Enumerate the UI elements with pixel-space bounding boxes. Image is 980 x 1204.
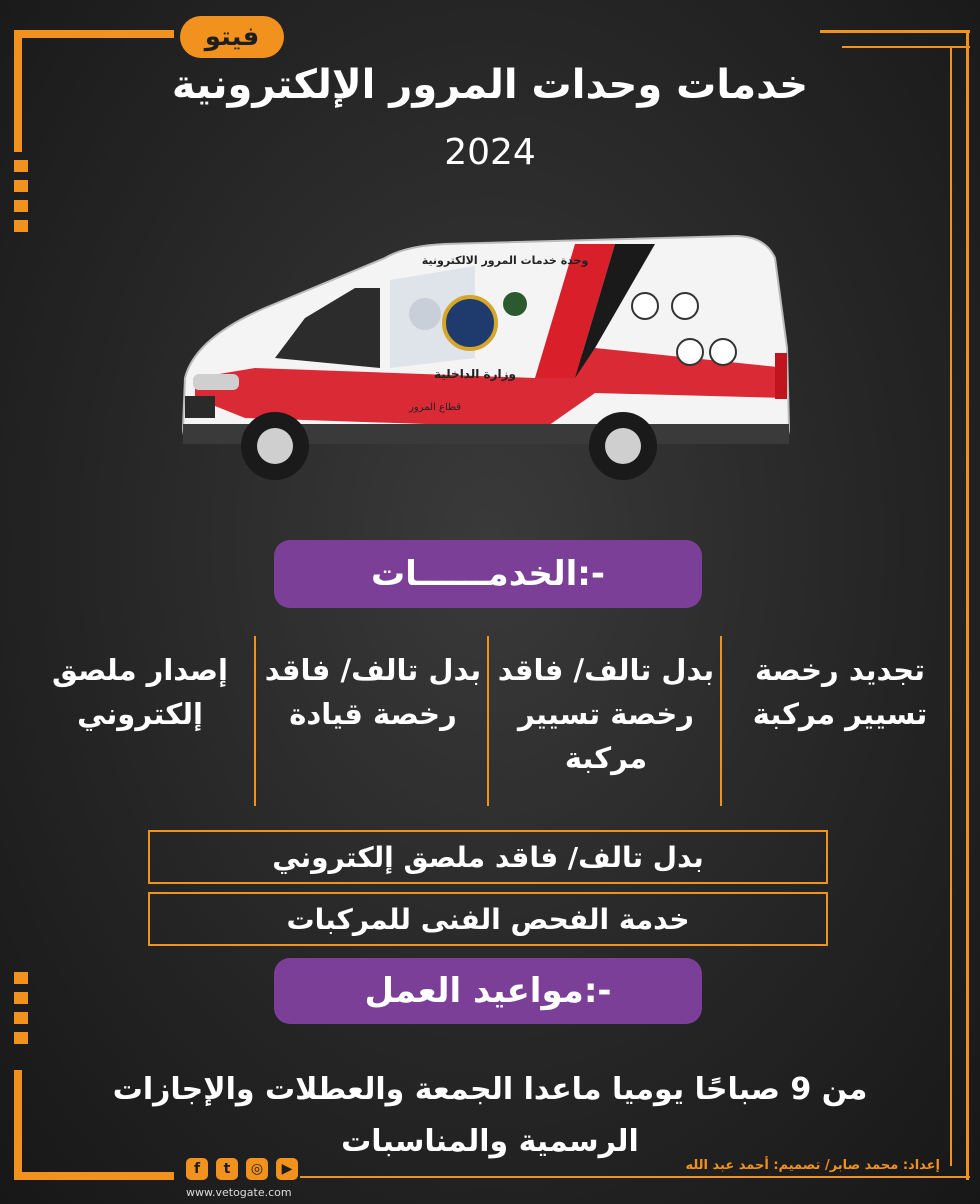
van-label-sector: قطاع المرور xyxy=(409,402,461,413)
frame-dash xyxy=(14,220,28,232)
instagram-icon[interactable]: ◎ xyxy=(246,1158,268,1180)
site-url[interactable]: www.vetogate.com xyxy=(186,1186,292,1199)
hours-text: من 9 صباحًا يوميا ماعدا الجمعة والعطلات والإجازات الرسمية والمناسبات xyxy=(112,1072,868,1159)
page-title: خدمات وحدات المرور الإلكترونية xyxy=(171,62,809,108)
frame-dash xyxy=(14,180,28,192)
frame-right-line xyxy=(950,46,952,1166)
social-icons xyxy=(186,1158,298,1180)
van-label-top: وحدة خدمات المرور الالكترونية xyxy=(421,254,589,267)
frame-dash xyxy=(14,972,28,984)
frame-left-bar-bottom xyxy=(14,1070,22,1180)
twitter-icon[interactable]: t xyxy=(216,1158,238,1180)
frame-bottom-line xyxy=(300,1176,970,1178)
service-box: بدل تالف/ فاقد ملصق إلكتروني xyxy=(148,830,828,884)
facebook-icon[interactable]: f xyxy=(186,1158,208,1180)
service-item: إصدار ملصق إلكتروني xyxy=(52,653,228,731)
brand-logo: فيتو xyxy=(180,16,284,58)
service-item: بدل تالف/ فاقد رخصة تسيير مركبة xyxy=(497,653,715,775)
hours-heading: مواعيد العمل:- xyxy=(274,958,702,1024)
frame-line xyxy=(820,30,970,33)
page-year: 2024 xyxy=(444,132,536,173)
frame-dash xyxy=(14,200,28,212)
frame-dash xyxy=(14,992,28,1004)
service-item: تجديد رخصة تسيير مركبة xyxy=(752,653,928,731)
service-box: خدمة الفحص الفنى للمركبات xyxy=(148,892,828,946)
credits: إعداد: محمد صابر/ تصميم: أحمد عبد الله xyxy=(685,1158,940,1173)
van-illustration xyxy=(175,228,805,490)
van-label-ministry: وزارة الداخلية xyxy=(433,367,517,381)
frame-corner-bottom xyxy=(14,1172,174,1180)
frame-dash xyxy=(14,1032,28,1044)
frame-right-line xyxy=(966,30,969,1180)
frame-corner-top xyxy=(14,30,174,38)
frame-dash xyxy=(14,1012,28,1024)
services-heading: الخدمــــــات:- xyxy=(274,540,702,608)
service-item: بدل تالف/ فاقد رخصة قيادة xyxy=(264,653,482,731)
youtube-icon[interactable]: ▶ xyxy=(276,1158,298,1180)
